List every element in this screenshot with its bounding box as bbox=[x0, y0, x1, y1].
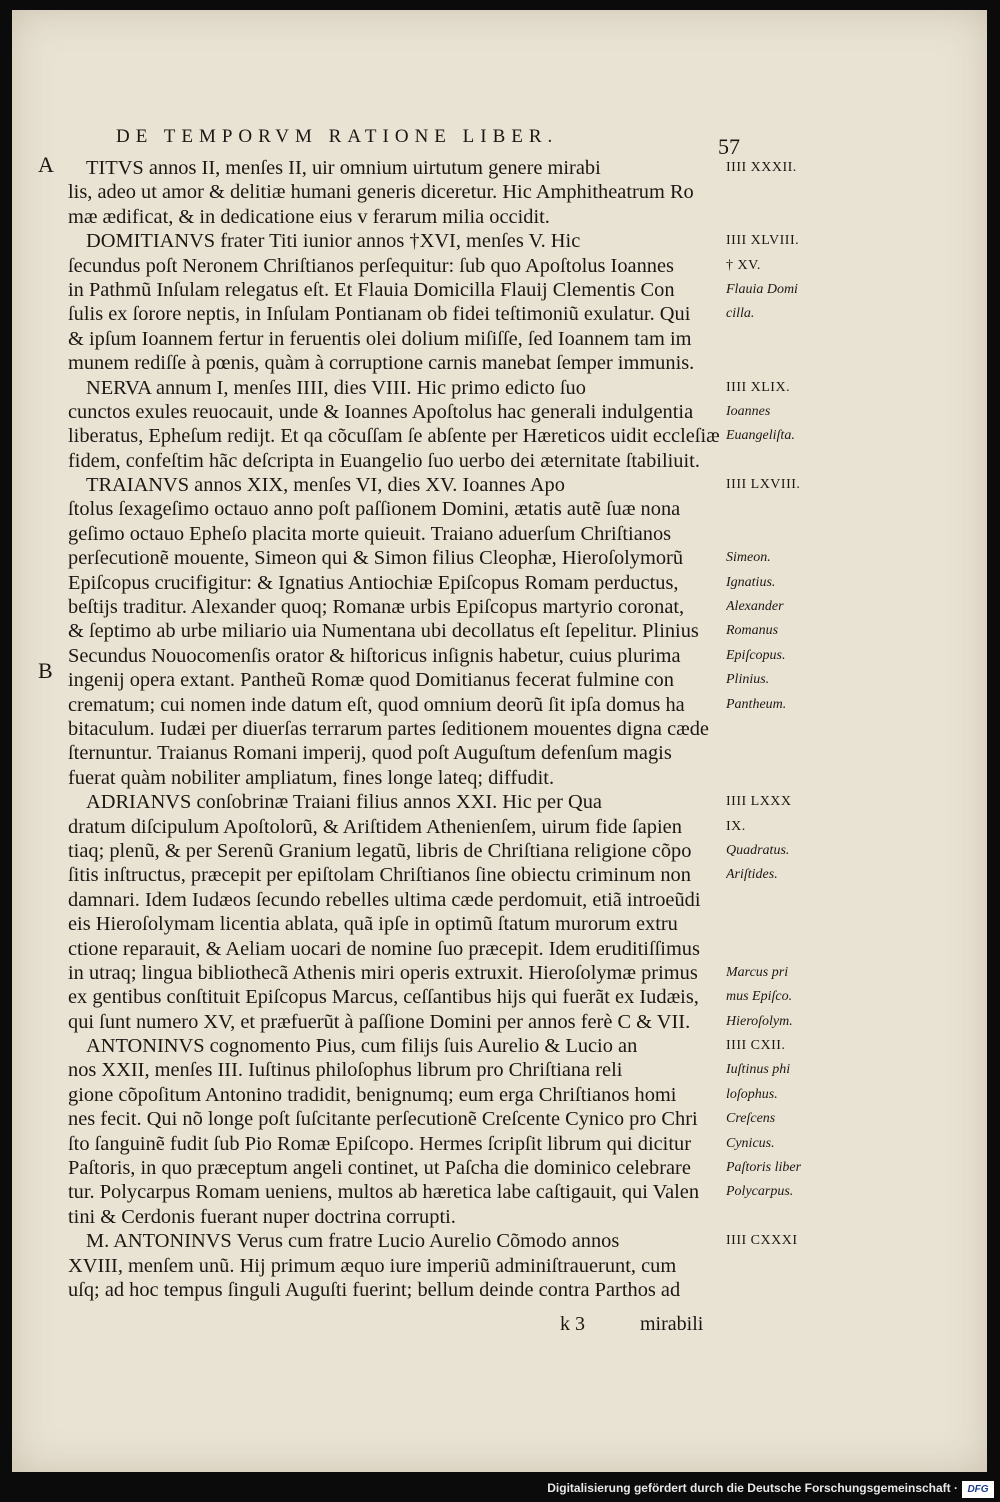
text-line: qui ſunt numero XV, et præfuerũt à paſſione Domini per annos ferè C & VII. bbox=[68, 1010, 691, 1033]
text-line: fidem, confeſtim hãc deſcripta in Euangelio ſuo uerbo dei æternitate ſtabiliuit. bbox=[68, 449, 700, 472]
margin-note: IIII XLVIII. bbox=[726, 233, 800, 249]
margin-note: cilla. bbox=[726, 306, 755, 322]
margin-note bbox=[726, 766, 826, 790]
margin-note: Flauia Domi bbox=[726, 281, 798, 297]
margin-note bbox=[726, 888, 826, 912]
text-line: in Pathmũ Inſulam relegatus eſt. Et Flauia Domicilla Flauij Clementis Con bbox=[68, 278, 675, 301]
margin-note: IIII LXXX bbox=[726, 794, 792, 810]
text-line: tiaq; plenũ, & per Serenũ Granium legatũ, libris de Chriſtiana religione cõpo bbox=[68, 839, 692, 862]
margin-note: mus Epiſco. bbox=[726, 989, 793, 1005]
margin-note bbox=[726, 1254, 826, 1278]
text-line: ſecundus poſt Neronem Chriſtianos perſequitur: ſub quo Apoſtolus Ioannes bbox=[68, 254, 674, 277]
text-line: liberatus, Epheſum redijt. Et qa cõcuſſam ſe abſente per Hæreticos uidit eccleſiæ bbox=[68, 425, 720, 448]
text-line: Secundus Nouocomenſis orator & hiſtoricus inſignis habetur, cuius plurima bbox=[68, 644, 681, 667]
margin-note: † XV. bbox=[726, 257, 761, 273]
text-line: ex gentibus conſtituit Epiſcopus Marcus, ceſſantibus hijs qui fuerãt ex Iudæis, bbox=[68, 986, 699, 1009]
text-line: TRAIANVS annos XIX, menſes VI, dies XV. Ioannes Apo bbox=[86, 474, 565, 497]
margin-note: IX. bbox=[726, 818, 746, 834]
text-line: nos XXII, menſes III. Iuſtinus philoſophus librum pro Chriſtiana reli bbox=[68, 1059, 623, 1082]
text-line: ſtolus ſexageſimo octauo anno poſt paſſionem Domini, ætatis autẽ ſuæ nona bbox=[68, 498, 681, 521]
margin-note: Creſcens bbox=[726, 1111, 776, 1127]
text-line: ſternuntur. Traianus Romani imperij, quod poſt Auguſtum defenſum magis bbox=[68, 742, 672, 765]
catchword: mirabili bbox=[640, 1313, 704, 1335]
margin-note: Hieroſolym. bbox=[726, 1013, 793, 1029]
margin-note bbox=[726, 741, 826, 765]
text-line: beſtijs traditur. Alexander quoq; Romanæ urbis Epiſcopus martyrio coronat, bbox=[68, 596, 685, 619]
margin-note: Pantheum. bbox=[726, 696, 787, 712]
margin-note: Simeon. bbox=[726, 550, 771, 566]
text-line: TITVS annos II, menſes II, uir omnium uirtutum genere mirabi bbox=[86, 157, 601, 179]
text-line: Epiſcopus crucifigitur: & Ignatius Antiochiæ Epiſcopus Romam perductus, bbox=[68, 571, 679, 594]
margin-letter-b: B bbox=[38, 658, 53, 683]
text-line: & ipſum Ioannem fertur in feruentis olei dolium miſiſſe, ſed Ioannem tam im bbox=[68, 327, 692, 350]
text-line: NERVA annum I, menſes IIII, dies VIII. Hic primo edicto ſuo bbox=[86, 376, 586, 399]
margin-note bbox=[726, 522, 826, 546]
text-line: fuerat quàm nobiliter ampliatum, fines longe lateq; diffudit. bbox=[68, 766, 555, 789]
dfg-logo: DFG bbox=[962, 1481, 994, 1498]
margin-note bbox=[726, 1278, 826, 1302]
text-line: DOMITIANVS frater Titi iunior annos †XVI, menſes V. Hic bbox=[86, 230, 581, 253]
text-line: tini & Cerdonis fuerant nuper doctrina corrupti. bbox=[68, 1205, 456, 1228]
margin-note: Polycarpus. bbox=[726, 1184, 794, 1200]
text-line: & ſeptimo ab urbe miliario uia Numentana ubi decollatus eſt ſepelitur. Plinius bbox=[68, 620, 699, 643]
text-line: M. ANTONINVS Verus cum fratre Lucio Aurelio Cõmodo annos bbox=[86, 1230, 620, 1253]
margin-note: IIII XXXII. bbox=[726, 160, 797, 175]
text-line: lis, adeo ut amor & delitiæ humani generis diceretur. Hic Amphitheatrum Ro bbox=[68, 181, 694, 204]
text-line: ingenij opera extant. Pantheũ Romæ quod Domitianus fecerat fulmine con bbox=[68, 669, 674, 692]
text-line: Paſtoris, in quo præceptum angeli continet, ut Paſcha die dominico celebrare bbox=[68, 1157, 691, 1180]
text-line: XVIII, menſem unũ. Hij primum æquo iure imperiũ adminiſtrauerunt, cum bbox=[68, 1254, 677, 1277]
text-line: crematum; cui nomen inde datum eſt, quod omnium deorũ ſit ipſa domus ha bbox=[68, 693, 685, 716]
margin-note: Epiſcopus. bbox=[726, 647, 786, 663]
text-line: tur. Polycarpus Romam ueniens, multos ab hæretica labe caſtigauit, qui Valen bbox=[68, 1181, 700, 1204]
text-line: uſq; ad hoc tempus ſinguli Auguſti fuerint; bellum deinde contra Parthos ad bbox=[68, 1278, 681, 1301]
text-line: bitaculum. Iudæi per diuerſas terrarum partes ſeditionem mouentes digna cæde bbox=[68, 717, 709, 740]
margin-note: Ignatius. bbox=[726, 574, 776, 590]
margin-notes-column bbox=[726, 156, 826, 1302]
margin-note: IIII CXII. bbox=[726, 1038, 786, 1054]
margin-note: Romanus bbox=[726, 623, 779, 639]
margin-note bbox=[726, 717, 826, 741]
margin-note: IIII XLIX. bbox=[726, 379, 791, 395]
footer-bar bbox=[0, 1478, 1000, 1502]
margin-note bbox=[726, 937, 826, 961]
running-title: DE TEMPORVM RATIONE LIBER. bbox=[116, 126, 559, 147]
text-line: ANTONINVS cognomento Pius, cum filijs ſuis Aurelio & Lucio an bbox=[86, 1035, 638, 1058]
margin-note: Cynicus. bbox=[726, 1135, 775, 1151]
margin-note bbox=[726, 205, 826, 229]
margin-note: Euangeliſta. bbox=[726, 428, 795, 444]
funding-notice: Digitalisierung gefördert durch die Deutsche Forschungsgemeinschaft · bbox=[547, 1481, 958, 1495]
signature-mark: k 3 bbox=[560, 1313, 585, 1335]
text-line: ADRIANVS conſobrinæ Traiani filius annos XXI. Hic per Qua bbox=[86, 791, 602, 814]
margin-letter-a: A bbox=[38, 152, 54, 177]
text-line: ctione reparauit, & Aeliam uocari de nomine ſuo præcepit. Idem eruditiſſimus bbox=[68, 937, 700, 960]
text-line: mæ ædificat, & in dedicatione eius v ferarum milia occidit. bbox=[68, 205, 550, 228]
margin-note: Marcus pri bbox=[726, 964, 789, 980]
text-line: ſto ſanguinẽ fudit ſub Pio Romæ Epiſcopo. Hermes ſcripſit librum qui dicitur bbox=[68, 1132, 691, 1155]
margin-note: Quadratus. bbox=[726, 842, 790, 858]
main-text-block bbox=[68, 156, 720, 1302]
text-line: eis Hieroſolymam licentia ablata, quã ipſe in optimũ ſtatum murorum extru bbox=[68, 913, 678, 936]
text-line: dratum diſcipulum Apoſtolorũ, & Ariſtidem Athenienſem, uirum fide ſapien bbox=[68, 815, 682, 838]
margin-note: IIII CXXXI bbox=[726, 1233, 798, 1249]
margin-note bbox=[726, 449, 826, 473]
text-line: geſimo octauo Epheſo placita morte quieuit. Traiano aduerſum Chriſtianos bbox=[68, 522, 672, 545]
text-line: nes fecit. Qui nõ longe poſt ſuſcitante perſecutionẽ Creſcente Cynico pro Chri bbox=[68, 1108, 698, 1131]
text-line: in utraq; lingua bibliothecã Athenis miri operis extruxit. Hieroſolymæ primus bbox=[68, 961, 698, 984]
text-line: gione cõpoſitum Antonino tradidit, benignumq; eum erga Chriſtianos homi bbox=[68, 1083, 677, 1106]
page-number: 57 bbox=[718, 134, 740, 159]
text-line: ſulis ex ſorore neptis, in Inſulam Pontianam ob fidei teſtimoniũ exulatur. Qui bbox=[68, 303, 691, 326]
text-line: perſecutionẽ mouente, Simeon qui & Simon filius Cleophæ, Hieroſolymorũ bbox=[68, 547, 684, 570]
margin-note: loſophus. bbox=[726, 1086, 778, 1102]
margin-note: Paſtoris liber bbox=[726, 1160, 802, 1176]
margin-note: Ioannes bbox=[726, 403, 771, 419]
margin-note: Plinius. bbox=[726, 672, 770, 688]
margin-note bbox=[726, 180, 826, 204]
margin-note: Alexander bbox=[726, 599, 784, 615]
margin-note bbox=[726, 327, 826, 351]
margin-note bbox=[726, 497, 826, 521]
text-line: ſitis inſtructus, præcepit per epiſtolam Chriſtianos ſine obiectu criminum non bbox=[68, 864, 691, 887]
margin-note: IIII LXVIII. bbox=[726, 477, 801, 493]
margin-note: Iuſtinus phi bbox=[726, 1062, 791, 1078]
margin-note bbox=[726, 351, 826, 375]
margin-note bbox=[726, 1205, 826, 1229]
text-line: damnari. Idem Iudæos ſecundo rebelles ultima cæde perdomuit, etiã introeũdi bbox=[68, 888, 701, 911]
text-line: cunctos exules reuocauit, unde & Ioannes Apoſtolus hac generali indulgentia bbox=[68, 400, 694, 423]
margin-note bbox=[726, 912, 826, 936]
margin-note: Ariſtides. bbox=[726, 867, 778, 883]
text-line: munem rediſſe à pœnis, quàm à corruptione carnis manebat ſemper immunis. bbox=[68, 352, 695, 375]
